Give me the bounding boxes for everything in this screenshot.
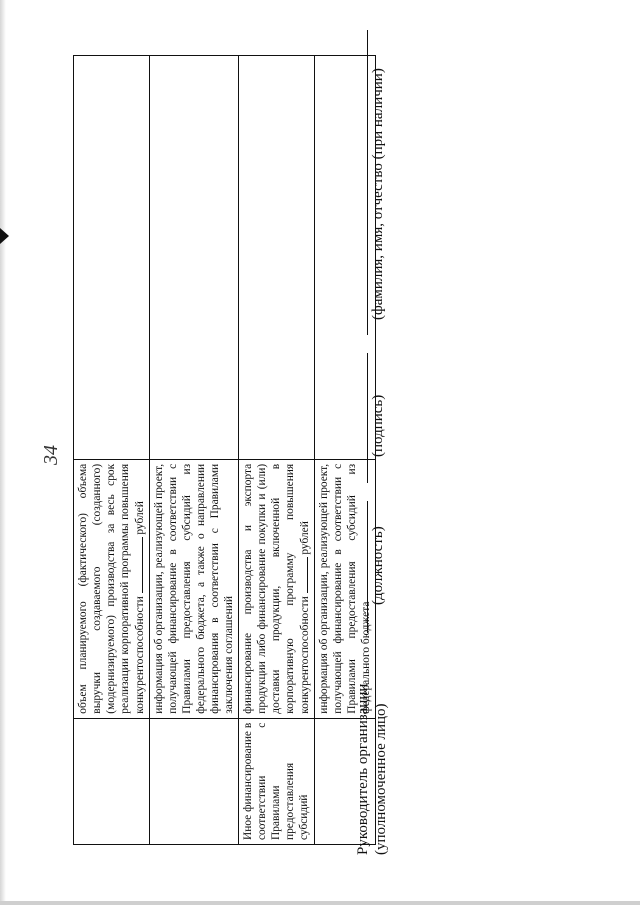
table-cell-text [150, 459, 239, 718]
table-cell [74, 56, 150, 460]
blank-field [297, 557, 308, 593]
table-cell-label [239, 718, 315, 844]
page-number: 34 [40, 445, 62, 465]
table-cell [150, 718, 239, 844]
name-line [367, 30, 368, 335]
signatory-title: Руководитель организации [355, 683, 371, 855]
financing-table [73, 55, 376, 845]
cell-text: объем планируемого (фактического) объема выручки создаваемого (созданного) (модернизируемого) производства за весь срок реализации корпоративной программы повышения конкурентоспособности [77, 463, 146, 714]
position-line [367, 501, 368, 633]
blank-field [132, 537, 143, 593]
signature-line [367, 353, 368, 483]
table-row [150, 56, 239, 845]
signatory-subtitle: (уполномоченное лицо) [373, 703, 389, 855]
name-caption: (фамилия, имя, отчество (при наличии) [370, 68, 386, 320]
table-row [74, 56, 150, 845]
table-cell [150, 56, 239, 460]
cell-text-unit: рублей [299, 521, 311, 555]
cell-text: информация об организации, реализующей проект, получающей финансирование в соответствии с Правилами предоставления субсидий из федерального бюджета [318, 463, 372, 714]
cell-text-unit: рублей [134, 501, 146, 535]
table-row [239, 56, 315, 845]
table-cell-text [74, 459, 150, 718]
table-cell [74, 718, 150, 844]
signature-block [355, 25, 435, 855]
table-cell [239, 56, 315, 460]
position-caption: (должность) [370, 526, 386, 605]
table-cell-text [239, 459, 315, 718]
signature-caption: (подпись) [370, 394, 386, 457]
cell-text: финансирование производства и экспорта продукции либо финансирование покупки и (или) доставки продукции, включенной в корпоративную программу повышения конкурентоспособности [242, 463, 311, 714]
row-label: Иное финансирование в соответствии с Правилами предоставления субсидий [242, 722, 310, 840]
cell-text: информация об организации, реализующей проект, получающей финансирование в соответствии с Правилами предоставления субсидий из федерального бюджета, а также о направлении финансирования в соответствии с Правилами заключения соглашений [153, 463, 235, 714]
